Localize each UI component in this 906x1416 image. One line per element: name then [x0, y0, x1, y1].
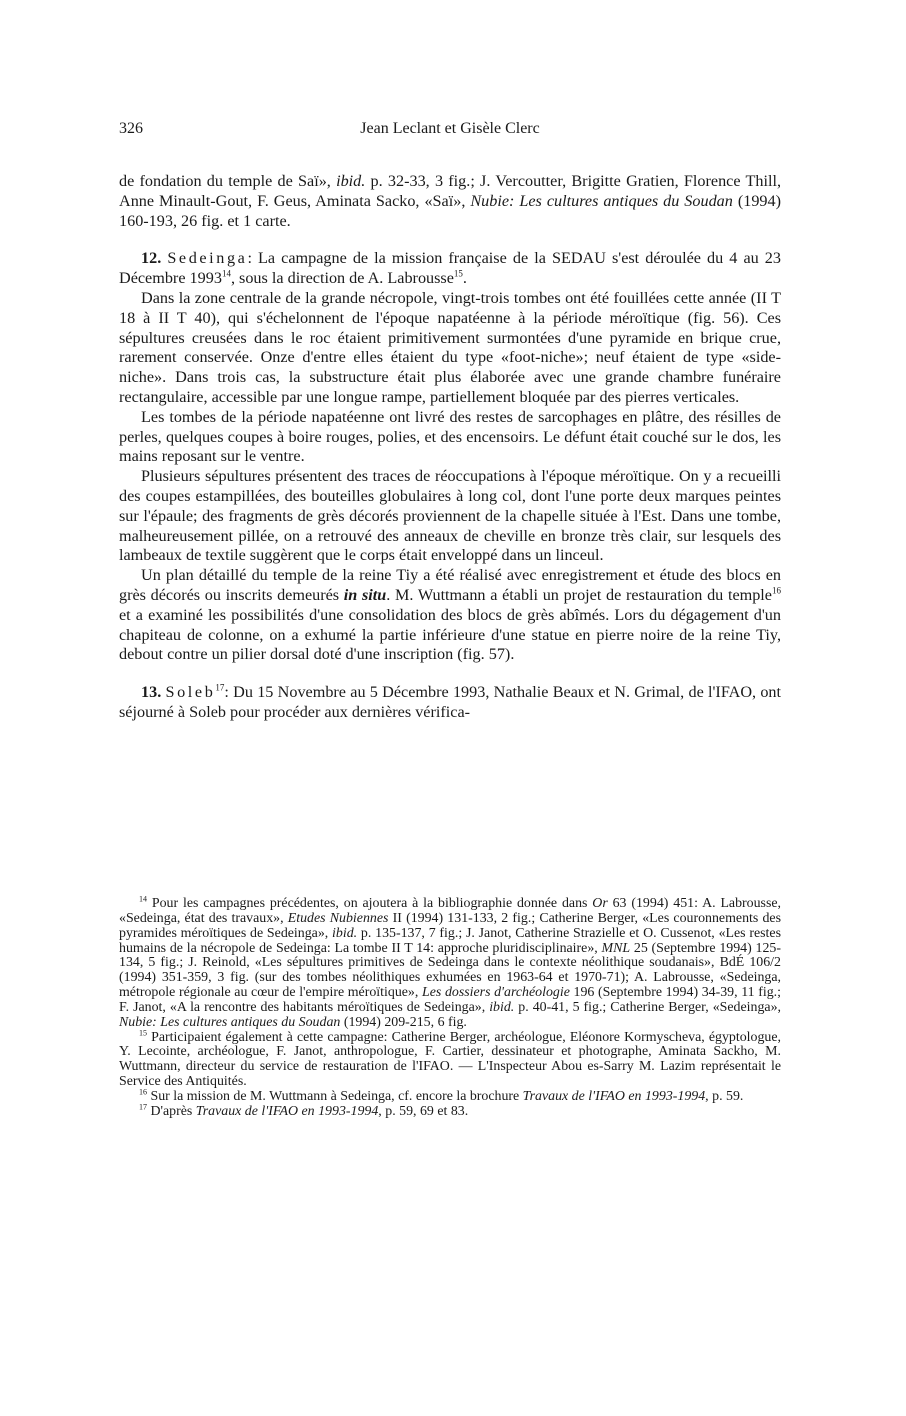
- text-run: MNL: [601, 940, 631, 956]
- text-run: Etudes Nubiennes: [287, 910, 389, 926]
- text-run: Nubie: Les cultures antiques du Soudan: [470, 191, 733, 210]
- text-run: : La campagne de la mission française de la SEDAU s'est déroulée du 4 au 23 Décembre 1993: [119, 249, 781, 288]
- text-run: , p. 59, 69 et 83.: [378, 1103, 469, 1119]
- body-text: [119, 172, 781, 723]
- footnote-15: [119, 1027, 781, 1090]
- text-run: Participaient également à cette campagne: Catherine Berger, archéologue, Eléonore Kormyscheva, égyptologue, Y. Lecointe, archéologue, F. Janot, anthropologue, F. Cartier, dessinateur et photographe, Aminata Sackho, M. Wuttmann, directeur du service de restauration de l'IFAO. — L'Inspecteur Abou es-Sarry M. Lazim représentait le Service des Antiquités.: [119, 1029, 781, 1090]
- text-run: ibid.: [336, 172, 366, 190]
- paragraph-tombs: [119, 289, 781, 408]
- text-run: .: [462, 269, 467, 288]
- text-run: de fondation du temple de Saï»,: [119, 172, 337, 190]
- text-run: D'après: [147, 1103, 196, 1119]
- text-run: Soleb: [165, 683, 216, 702]
- text-run: p. 32-33, 3 fig.; J. Vercoutter, Brigitte Gratien, Florence Thill, Anne Minault-Gout, F. Geus, Aminata Sacko, «Saï»,: [119, 172, 781, 210]
- text-run: . M. Wuttmann a établi un projet de restauration du temple: [386, 585, 772, 604]
- footnote-ref: 15: [139, 1027, 147, 1037]
- text-run: 63 (1994) 451: A. Labrousse, «Sedeinga, état des travaux»,: [119, 896, 781, 926]
- text-run: , p. 59.: [705, 1088, 744, 1104]
- text-run: (1994) 209-215, 6 fig.: [340, 1014, 467, 1030]
- text-run: (1994) 160-193, 26 fig. et 1 carte.: [119, 191, 781, 230]
- text-run: Pour les campagnes précédentes, on ajoutera à la bibliographie donnée dans: [147, 896, 593, 911]
- text-run: Nubie: Les cultures antiques du Soudan: [119, 1014, 341, 1030]
- text-run: , sous la direction de A. Labrousse: [230, 269, 454, 288]
- footnote-ref: 16: [772, 585, 781, 596]
- text-run: Sur la mission de M. Wuttmann à Sedeinga, cf. encore la brochure: [147, 1088, 523, 1104]
- section-13-soleb: [119, 683, 781, 723]
- text-run: Or: [592, 896, 608, 911]
- text-run: 13.: [141, 683, 162, 702]
- footnote-16: [119, 1087, 781, 1105]
- text-run: : Du 15 Novembre au 5 Décembre 1993, Nathalie Beaux et N. Grimal, de l'IFAO, ont séjourné à Soleb pour procéder aux dernières vérifica-: [119, 683, 782, 721]
- footnote-ref: 14: [139, 894, 147, 904]
- paragraph-napatan: [119, 408, 781, 467]
- paragraph-continuation: [119, 172, 781, 231]
- text-run: 12.: [141, 249, 162, 268]
- text-run: 25 (Septembre 1994) 125-134, 5 fig.; J. Reinold, «Les sépultures primitives de Sedeinga dans le contexte néolithique soudanais», BdÉ 106/2 (1994) 351-359, 3 fig. (sur des tombes néolithiques exhumées en 1963-64 et 1970-71); A. Labrousse, «Sedeinga, métropole régionale au cœur de l'empire méroïtique»,: [119, 940, 781, 1001]
- text-run: ibid.: [489, 999, 515, 1015]
- running-title: Jean Leclant et Gisèle Clerc: [360, 120, 540, 137]
- text-run: ibid.: [332, 925, 358, 941]
- text-run: et a examiné les possibilités d'une consolidation des blocs de grès abîmés. Lors du dégagement d'un chapiteau de colonne, on a exhumé la partie inférieure d'une statue en pierre noire de la reine Tiy, debout contre un pilier dorsal doté d'une inscription (fig. 57).: [119, 605, 781, 664]
- page-number: 326: [119, 120, 143, 137]
- text-run: Sedeinga: [167, 249, 248, 268]
- footnotes: [119, 894, 782, 1120]
- section-12-sedeinga: [119, 249, 781, 289]
- text-run: Plusieurs sépultures présentent des traces de réoccupations à l'époque méroïtique. On y a recueilli des coupes estampillées, des bouteilles globulaires à long col, dont l'une porte deux marques peintes sur l'épaule; des fragments de grès décorés proviennent de la chapelle située à l'Est. Dans une tombe, malheureusement pillée, on a retrouvé des anneaux de cheville en bronze très clair, sur lesquels des lambeaux de textile suggèrent que le corps était enveloppé dans un linceul.: [119, 467, 781, 565]
- text-run: Travaux de l'IFAO en 1993-1994: [195, 1103, 379, 1119]
- footnote-ref: 15: [453, 268, 463, 279]
- text-run: in situ: [343, 585, 387, 604]
- footnote-ref: 17: [139, 1102, 147, 1112]
- footnote-14: [119, 894, 782, 1031]
- text-run: Travaux de l'IFAO en 1993-1994: [522, 1088, 706, 1104]
- text-run: Un plan détaillé du temple de la reine Tiy a été réalisé avec enregistrement et étude des blocs en grès décorés ou inscrits demeurés: [119, 566, 781, 604]
- text-run: p. 135-137, 7 fig.; J. Janot, Catherine Strazielle et O. Cussenot, «Les restes humains de la nécropole de Sedeinga: La tombe II T 14: approche pluridisciplinaire»,: [119, 925, 781, 956]
- text-run: II (1994) 131-133, 2 fig.; Catherine Berger, «Les couronnements des pyramides méroïtiques de Sedeinga»,: [119, 910, 781, 941]
- paragraph-meroitic: [119, 467, 781, 566]
- footnote-ref: 14: [221, 268, 231, 279]
- footnote-ref: 17: [215, 682, 225, 693]
- text-run: Les tombes de la période napatéenne ont livré des restes de sarcophages en plâtre, des résilles de perles, quelques coupes à boire rouges, polies, et des encensoirs. Le défunt était couché sur le dos, les mains reposant sur le ventre.: [119, 407, 781, 466]
- text-run: 196 (Septembre 1994) 34-39, 11 fig.; F. Janot, «A la rencontre des habitants méroïtiques de Sedeinga»,: [119, 985, 782, 1015]
- footnote-ref: 16: [139, 1087, 147, 1097]
- text-run: Les dossiers d'archéologie: [422, 985, 570, 1001]
- text-run: Dans la zone centrale de la grande nécropole, vingt-trois tombes ont été fouillées cette année (II T 18 à II T 40), qui s'échelonnent de l'époque napatéenne à la période méroïtique (fig. 56). Ces sépultures creusées dans le roc étaient primitivement surmontées d'une pyramide en brique crue, rarement conservée. Onze d'entre elles étaient du type «foot-niche»; neuf étaient de type «side-niche». Dans trois cas, la substructure était plus élaborée avec une grande chambre funéraire rectangulaire, accessible par une longue rampe, partiellement bloquée par des pierres verticales.: [119, 288, 781, 406]
- footnote-17: [119, 1102, 781, 1120]
- text-run: p. 40-41, 5 fig.; Catherine Berger, «Sedeinga»,: [514, 999, 781, 1015]
- page-header: [119, 120, 781, 140]
- paragraph-temple-tiy: [119, 566, 781, 665]
